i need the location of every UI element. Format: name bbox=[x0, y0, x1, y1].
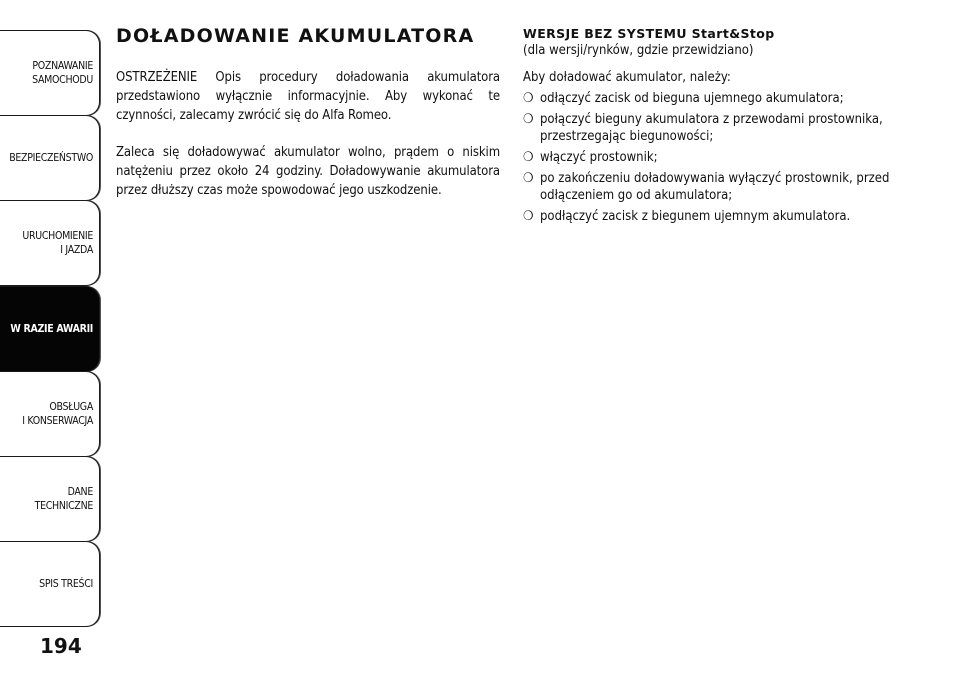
right-column bbox=[523, 26, 923, 229]
step-text: po zakończeniu doładowywania wyłączyć prostownik, przed odłączeniem go od akumulatora; bbox=[540, 171, 890, 203]
tab-label-line: I JAZDA bbox=[60, 244, 93, 256]
tab-label-line: BEZPIECZEŃSTWO bbox=[9, 152, 93, 164]
left-column bbox=[116, 24, 500, 218]
section-heading: DOŁADOWANIE AKUMULATORA bbox=[116, 25, 475, 47]
tab-label-line: I KONSERWACJA bbox=[22, 415, 93, 427]
list-item bbox=[523, 149, 923, 166]
tab-label-line: TECHNICZNE bbox=[34, 500, 93, 512]
subsection-note: (dla wersji/rynków, gdzie przewidziano) bbox=[523, 43, 754, 58]
tab-label-line: POZNAWANIE bbox=[32, 60, 93, 72]
tab-dane-techniczne[interactable] bbox=[0, 456, 100, 542]
tab-label-line: OBSŁUGA bbox=[49, 401, 93, 413]
step-text: odłączyć zacisk od bieguna ujemnego akumulatora; bbox=[540, 91, 844, 106]
tab-spis-tresci[interactable] bbox=[0, 541, 100, 627]
circle-bullet-icon: ❍ bbox=[523, 112, 534, 127]
circle-bullet-icon: ❍ bbox=[523, 209, 534, 224]
tab-label-line: DANE bbox=[67, 486, 93, 498]
list-item bbox=[523, 90, 923, 107]
circle-bullet-icon: ❍ bbox=[523, 150, 534, 165]
advice-paragraph: Zaleca się doładowywać akumulator wolno, prądem o niskim natężeniu przez około 24 godziny. Doładowywanie akumulatora przez dłuższy czas może spowodować jego uszkodzenie. bbox=[116, 145, 500, 198]
list-item bbox=[523, 170, 923, 204]
step-text: połączyć bieguny akumulatora z przewodami prostownika, przestrzegając biegunowości; bbox=[540, 112, 883, 144]
tab-obsluga-i-konserwacja[interactable] bbox=[0, 371, 100, 457]
steps-list bbox=[523, 90, 923, 225]
circle-bullet-icon: ❍ bbox=[523, 91, 534, 106]
list-item bbox=[523, 208, 923, 225]
tab-label-line: SAMOCHODU bbox=[32, 74, 93, 86]
step-text: włączyć prostownik; bbox=[540, 150, 658, 165]
tab-label-line: W RAZIE AWARII bbox=[10, 323, 93, 335]
chapter-sidebar bbox=[0, 0, 102, 640]
tab-uruchomienie-i-jazda[interactable] bbox=[0, 200, 100, 286]
tab-bezpieczenstwo[interactable] bbox=[0, 115, 100, 201]
steps-intro: Aby doładować akumulator, należy: bbox=[523, 70, 731, 85]
subsection-heading: WERSJE BEZ SYSTEMU Start&Stop bbox=[523, 26, 775, 41]
tab-label-line: URUCHOMIENIE bbox=[22, 230, 93, 242]
tab-w-razie-awarii[interactable] bbox=[0, 286, 100, 372]
step-text: podłączyć zacisk z biegunem ujemnym akumulatora. bbox=[540, 209, 851, 224]
tab-label-line: SPIS TREŚCI bbox=[39, 578, 93, 590]
page-number: 194 bbox=[40, 634, 82, 658]
tab-poznawanie-samochodu[interactable] bbox=[0, 30, 100, 116]
warning-paragraph: OSTRZEŻENIE Opis procedury doładowania akumulatora przedstawiono wyłącznie informacyjnie. Aby wykonać te czynności, zalecamy zwrócić się do Alfa Romeo. bbox=[116, 70, 500, 123]
list-item bbox=[523, 111, 923, 145]
circle-bullet-icon: ❍ bbox=[523, 171, 534, 186]
